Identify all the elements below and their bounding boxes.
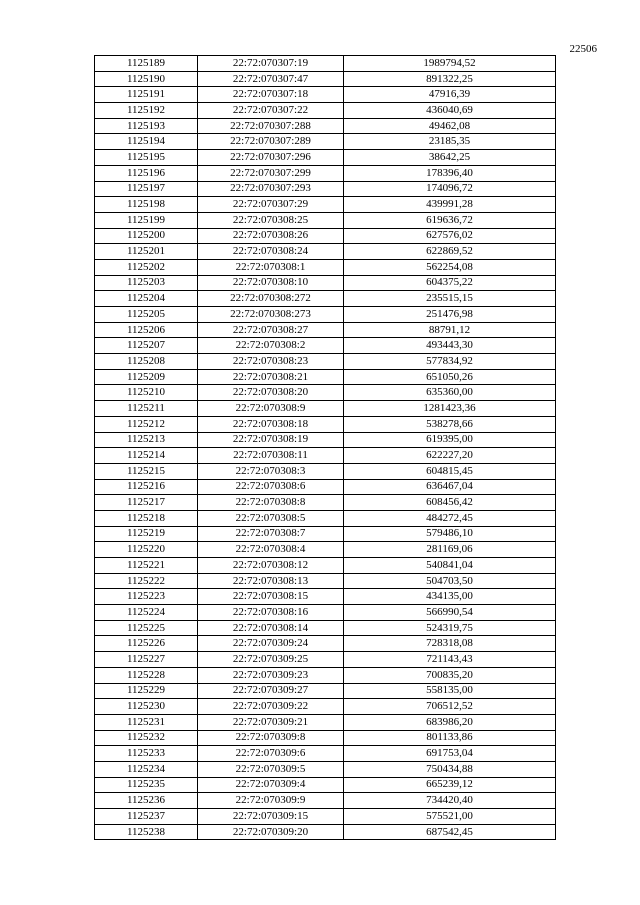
record-number-cell: 1125220 [95, 542, 198, 558]
record-number-cell: 1125196 [95, 165, 198, 181]
value-cell: 604375,22 [344, 275, 556, 291]
table-row [95, 526, 556, 542]
value-cell: 627576,02 [344, 228, 556, 244]
table-row [95, 824, 556, 840]
cadastral-number-cell: 22:72:070309:21 [198, 714, 344, 730]
cadastral-number-cell: 22:72:070307:288 [198, 118, 344, 134]
value-cell: 1989794,52 [344, 56, 556, 72]
cadastral-number-cell: 22:72:070308:2 [198, 338, 344, 354]
value-cell: 728318,08 [344, 636, 556, 652]
record-number-cell: 1125229 [95, 683, 198, 699]
record-number-cell: 1125211 [95, 401, 198, 417]
value-cell: 434135,00 [344, 589, 556, 605]
record-number-cell: 1125210 [95, 385, 198, 401]
record-number-cell: 1125221 [95, 558, 198, 574]
value-cell: 281169,06 [344, 542, 556, 558]
cadastral-number-cell: 22:72:070308:18 [198, 416, 344, 432]
cadastral-number-cell: 22:72:070307:299 [198, 165, 344, 181]
cadastral-number-cell: 22:72:070307:289 [198, 134, 344, 150]
record-number-cell: 1125203 [95, 275, 198, 291]
value-cell: 504703,50 [344, 573, 556, 589]
table-row [95, 228, 556, 244]
value-cell: 619636,72 [344, 212, 556, 228]
table-row [95, 510, 556, 526]
table-row [95, 212, 556, 228]
data-table [94, 55, 556, 840]
table-row [95, 134, 556, 150]
cadastral-number-cell: 22:72:070308:3 [198, 463, 344, 479]
value-cell: 651050,26 [344, 369, 556, 385]
value-cell: 706512,52 [344, 699, 556, 715]
table-row [95, 793, 556, 809]
cadastral-number-cell: 22:72:070307:29 [198, 197, 344, 213]
table-row [95, 385, 556, 401]
table-row [95, 699, 556, 715]
value-cell: 691753,04 [344, 746, 556, 762]
cadastral-number-cell: 22:72:070308:273 [198, 307, 344, 323]
value-cell: 604815,45 [344, 463, 556, 479]
value-cell: 577834,92 [344, 354, 556, 370]
cadastral-number-cell: 22:72:070308:20 [198, 385, 344, 401]
table-row [95, 103, 556, 119]
record-number-cell: 1125207 [95, 338, 198, 354]
value-cell: 558135,00 [344, 683, 556, 699]
table-row [95, 416, 556, 432]
cadastral-number-cell: 22:72:070308:16 [198, 605, 344, 621]
table-row [95, 667, 556, 683]
record-number-cell: 1125194 [95, 134, 198, 150]
record-number-cell: 1125217 [95, 495, 198, 511]
cadastral-number-cell: 22:72:070307:293 [198, 181, 344, 197]
record-number-cell: 1125197 [95, 181, 198, 197]
value-cell: 734420,40 [344, 793, 556, 809]
cadastral-number-cell: 22:72:070309:8 [198, 730, 344, 746]
table-row [95, 573, 556, 589]
record-number-cell: 1125228 [95, 667, 198, 683]
table-row [95, 714, 556, 730]
value-cell: 700835,20 [344, 667, 556, 683]
record-number-cell: 1125225 [95, 620, 198, 636]
record-number-cell: 1125227 [95, 652, 198, 668]
cadastral-number-cell: 22:72:070308:24 [198, 244, 344, 260]
record-number-cell: 1125235 [95, 777, 198, 793]
cadastral-number-cell: 22:72:070309:4 [198, 777, 344, 793]
record-number-cell: 1125213 [95, 432, 198, 448]
table-row [95, 448, 556, 464]
table-row [95, 338, 556, 354]
value-cell: 636467,04 [344, 479, 556, 495]
table-row [95, 589, 556, 605]
value-cell: 562254,08 [344, 259, 556, 275]
record-number-cell: 1125233 [95, 746, 198, 762]
record-number-cell: 1125198 [95, 197, 198, 213]
table-row [95, 652, 556, 668]
table-row [95, 683, 556, 699]
record-number-cell: 1125205 [95, 307, 198, 323]
cadastral-number-cell: 22:72:070307:18 [198, 87, 344, 103]
record-number-cell: 1125222 [95, 573, 198, 589]
record-number-cell: 1125202 [95, 259, 198, 275]
record-number-cell: 1125231 [95, 714, 198, 730]
value-cell: 178396,40 [344, 165, 556, 181]
record-number-cell: 1125230 [95, 699, 198, 715]
table-row [95, 354, 556, 370]
cadastral-number-cell: 22:72:070308:26 [198, 228, 344, 244]
record-number-cell: 1125223 [95, 589, 198, 605]
record-number-cell: 1125224 [95, 605, 198, 621]
table-row [95, 275, 556, 291]
record-number-cell: 1125236 [95, 793, 198, 809]
table-row [95, 495, 556, 511]
record-number-cell: 1125199 [95, 212, 198, 228]
table-row [95, 244, 556, 260]
table-row [95, 259, 556, 275]
cadastral-number-cell: 22:72:070308:23 [198, 354, 344, 370]
value-cell: 665239,12 [344, 777, 556, 793]
cadastral-number-cell: 22:72:070308:4 [198, 542, 344, 558]
cadastral-number-cell: 22:72:070308:9 [198, 401, 344, 417]
record-number-cell: 1125232 [95, 730, 198, 746]
value-cell: 38642,25 [344, 150, 556, 166]
record-number-cell: 1125212 [95, 416, 198, 432]
record-number-cell: 1125208 [95, 354, 198, 370]
record-number-cell: 1125200 [95, 228, 198, 244]
record-number-cell: 1125189 [95, 56, 198, 72]
table-row [95, 369, 556, 385]
page-number: 22506 [569, 43, 597, 55]
value-cell: 683986,20 [344, 714, 556, 730]
value-cell: 540841,04 [344, 558, 556, 574]
record-number-cell: 1125206 [95, 322, 198, 338]
record-number-cell: 1125201 [95, 244, 198, 260]
table-row [95, 56, 556, 72]
record-number-cell: 1125190 [95, 71, 198, 87]
record-number-cell: 1125219 [95, 526, 198, 542]
cadastral-number-cell: 22:72:070307:19 [198, 56, 344, 72]
value-cell: 579486,10 [344, 526, 556, 542]
value-cell: 801133,86 [344, 730, 556, 746]
cadastral-number-cell: 22:72:070308:5 [198, 510, 344, 526]
value-cell: 251476,98 [344, 307, 556, 323]
value-cell: 635360,00 [344, 385, 556, 401]
table-row [95, 809, 556, 825]
table-row [95, 322, 556, 338]
record-number-cell: 1125192 [95, 103, 198, 119]
cadastral-number-cell: 22:72:070308:13 [198, 573, 344, 589]
record-number-cell: 1125234 [95, 761, 198, 777]
table-row [95, 197, 556, 213]
cadastral-number-cell: 22:72:070308:25 [198, 212, 344, 228]
value-cell: 88791,12 [344, 322, 556, 338]
record-number-cell: 1125209 [95, 369, 198, 385]
cadastral-number-cell: 22:72:070308:12 [198, 558, 344, 574]
record-number-cell: 1125204 [95, 291, 198, 307]
table-row [95, 636, 556, 652]
cadastral-number-cell: 22:72:070308:27 [198, 322, 344, 338]
cadastral-number-cell: 22:72:070307:22 [198, 103, 344, 119]
table-row [95, 761, 556, 777]
cadastral-number-cell: 22:72:070308:7 [198, 526, 344, 542]
value-cell: 235515,15 [344, 291, 556, 307]
record-number-cell: 1125214 [95, 448, 198, 464]
record-number-cell: 1125237 [95, 809, 198, 825]
cadastral-number-cell: 22:72:070307:296 [198, 150, 344, 166]
value-cell: 622869,52 [344, 244, 556, 260]
value-cell: 23185,35 [344, 134, 556, 150]
cadastral-number-cell: 22:72:070309:25 [198, 652, 344, 668]
table-row [95, 307, 556, 323]
cadastral-number-cell: 22:72:070309:23 [198, 667, 344, 683]
table-row [95, 558, 556, 574]
value-cell: 493443,30 [344, 338, 556, 354]
table-row [95, 777, 556, 793]
table-row [95, 605, 556, 621]
value-cell: 891322,25 [344, 71, 556, 87]
cadastral-number-cell: 22:72:070309:27 [198, 683, 344, 699]
table-row [95, 746, 556, 762]
table-row [95, 620, 556, 636]
value-cell: 47916,39 [344, 87, 556, 103]
value-cell: 524319,75 [344, 620, 556, 636]
value-cell: 608456,42 [344, 495, 556, 511]
cadastral-number-cell: 22:72:070309:5 [198, 761, 344, 777]
record-number-cell: 1125238 [95, 824, 198, 840]
value-cell: 436040,69 [344, 103, 556, 119]
cadastral-number-cell: 22:72:070308:8 [198, 495, 344, 511]
table-row [95, 118, 556, 134]
table-row [95, 165, 556, 181]
value-cell: 174096,72 [344, 181, 556, 197]
value-cell: 687542,45 [344, 824, 556, 840]
cadastral-number-cell: 22:72:070307:47 [198, 71, 344, 87]
record-number-cell: 1125193 [95, 118, 198, 134]
table-row [95, 730, 556, 746]
cadastral-number-cell: 22:72:070308:14 [198, 620, 344, 636]
value-cell: 575521,00 [344, 809, 556, 825]
table-row [95, 87, 556, 103]
cadastral-number-cell: 22:72:070308:1 [198, 259, 344, 275]
record-number-cell: 1125218 [95, 510, 198, 526]
value-cell: 750434,88 [344, 761, 556, 777]
value-cell: 622227,20 [344, 448, 556, 464]
table-row [95, 291, 556, 307]
cadastral-number-cell: 22:72:070308:15 [198, 589, 344, 605]
table-row [95, 479, 556, 495]
cadastral-number-cell: 22:72:070309:9 [198, 793, 344, 809]
value-cell: 49462,08 [344, 118, 556, 134]
cadastral-number-cell: 22:72:070308:10 [198, 275, 344, 291]
value-cell: 721143,43 [344, 652, 556, 668]
cadastral-number-cell: 22:72:070308:19 [198, 432, 344, 448]
cadastral-number-cell: 22:72:070308:21 [198, 369, 344, 385]
value-cell: 484272,45 [344, 510, 556, 526]
value-cell: 538278,66 [344, 416, 556, 432]
table-row [95, 71, 556, 87]
cadastral-number-cell: 22:72:070309:6 [198, 746, 344, 762]
record-number-cell: 1125226 [95, 636, 198, 652]
cadastral-number-cell: 22:72:070308:11 [198, 448, 344, 464]
cadastral-number-cell: 22:72:070309:20 [198, 824, 344, 840]
cadastral-number-cell: 22:72:070308:272 [198, 291, 344, 307]
value-cell: 566990,54 [344, 605, 556, 621]
table-row [95, 401, 556, 417]
table-row [95, 542, 556, 558]
table-row [95, 432, 556, 448]
cadastral-number-cell: 22:72:070309:24 [198, 636, 344, 652]
cadastral-number-cell: 22:72:070308:6 [198, 479, 344, 495]
cadastral-number-cell: 22:72:070309:22 [198, 699, 344, 715]
value-cell: 439991,28 [344, 197, 556, 213]
record-number-cell: 1125216 [95, 479, 198, 495]
cadastral-number-cell: 22:72:070309:15 [198, 809, 344, 825]
record-number-cell: 1125215 [95, 463, 198, 479]
value-cell: 619395,00 [344, 432, 556, 448]
table-row [95, 150, 556, 166]
table-row [95, 463, 556, 479]
table-body [95, 56, 556, 840]
record-number-cell: 1125191 [95, 87, 198, 103]
record-number-cell: 1125195 [95, 150, 198, 166]
value-cell: 1281423,36 [344, 401, 556, 417]
table-row [95, 181, 556, 197]
